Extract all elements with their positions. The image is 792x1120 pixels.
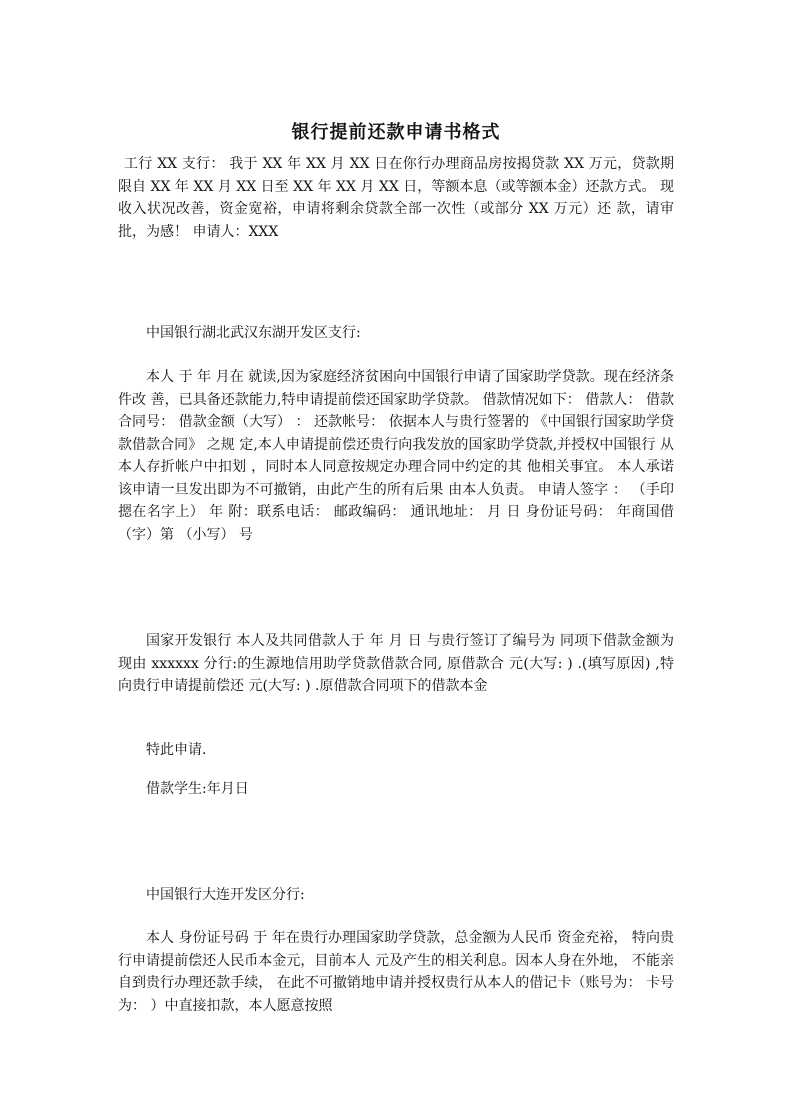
paragraph-icbc-request: 工行 XX 支行： 我于 XX 年 XX 月 XX 日在你行办理商品房按揭贷款 XX 万元，贷款期限自 XX 年 XX 月 XX 日至 XX 年 XX 月 XX 日，等额本息（或等额本金）还款方式。 现收入状况改善，资金宽裕，申请将剩余贷款全部一次性（或部分 XX 万元）还 款，请审批，为感！ 申请人：XXX (118, 156, 674, 240)
paragraph-boc-wuhan-header: 中国银行湖北武汉东湖开发区支行: (146, 325, 361, 341)
document-title: 银行提前还款申请书格式 (291, 122, 501, 143)
paragraph-closing: 特此申请. (146, 742, 207, 758)
paragraph-student-signature: 借款学生:年月日 (146, 781, 249, 797)
paragraph-boc-wuhan-body: 本人 于 年 月在 就读,因为家庭经济贫困向中国银行申请了国家助学贷款。现在经济条件改 善，已具备还款能力,特申请提前偿还国家助学贷款。 借款情况如下： 借款人： 借款合同号： 借款金额（大写） ： 还款帐号： 依据本人与贵行签署的 《中国银行国家助学贷款借款合同》 之规 定,本人申请提前偿还贵行向我发放的国家助学贷款,并授权中国银行 从本人存折帐户中扣划 ，同时本人同意按规定办理合同中约定的其 他相关事宜。 本人承诺该申请一旦发出即为不可撤销，由此产生的所有后果 由本人负责。 申请人签字 ： （手印摁在名字上） 年 附：联系电话： 邮政编码： 通讯地址： 月 日 身份证号码： 年商国借（字）第 （小写） 号 (118, 369, 674, 543)
paragraph-boc-dalian-header: 中国银行大连开发区分行: (146, 887, 305, 903)
paragraph-cdb-request: 国家开发银行 本人及共同借款人于 年 月 日 与贵行签订了编号为 同项下借款金额为 现由 xxxxxx 分行:的生源地信用助学贷款借款合同, 原借款合 元(大写: ) .(填写原因) ,特向贵行申请提前偿还 元(大写: ) .原借款合同项下的借款本金 (118, 633, 674, 694)
paragraph-boc-dalian-body: 本人 身份证号码 于 年在贵行办理国家助学贷款，总金额为人民币 资金充裕， 特向贵行申请提前偿还人民币本金元，目前本人 元及产生的相关利息。因本人身在外地， 不能亲自到贵行办理还款手续， 在此不可撤销地申请并授权贵行从本人的借记卡（账号为： 卡号为： ）中直接扣款，本人愿意按照 (118, 930, 674, 1014)
